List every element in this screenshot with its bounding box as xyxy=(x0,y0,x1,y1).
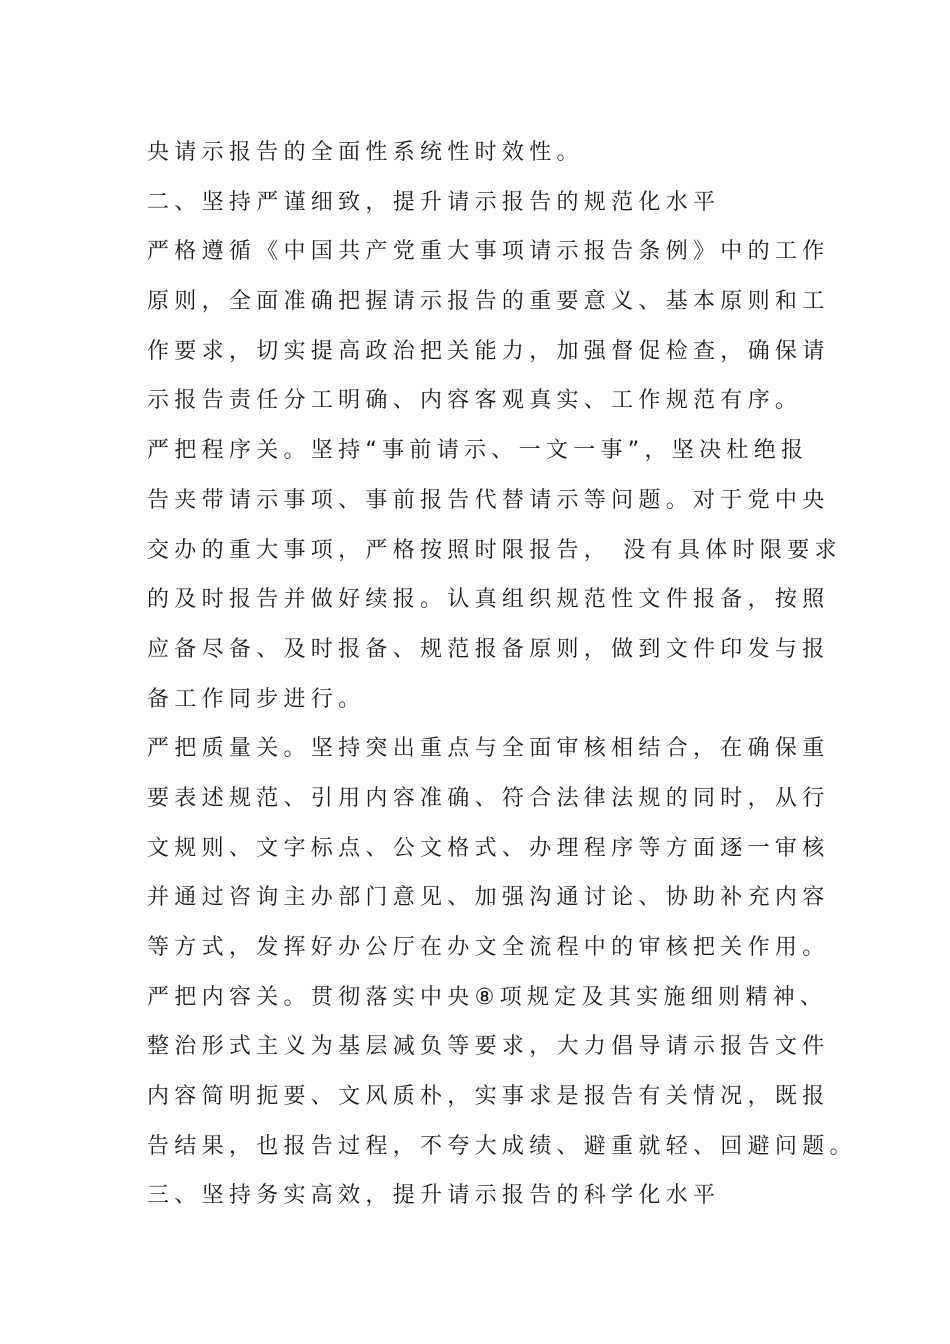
section-heading-3: 三、坚持务实高效，提升请示报告的科学化水平 xyxy=(147,1183,721,1209)
paragraph-line: 严把内容关。贯彻落实中央⑧项规定及其实施细则精神、 xyxy=(147,984,828,1010)
paragraph-line: 文规则、文字标点、公文格式、办理程序等方面逐一审核 xyxy=(147,835,830,861)
paragraph-line: 应备尽备、及时报备、规范报备原则，做到文件印发与报 xyxy=(147,636,830,662)
section-heading-2: 二、坚持严谨细致，提升请示报告的规范化水平 xyxy=(147,189,721,215)
paragraph-line: 并通过咨询主办部门意见、加强沟通讨论、协助补充内容 xyxy=(147,885,830,911)
paragraph-line: 原则，全面准确把握请示报告的重要意义、基本原则和工 xyxy=(147,289,830,315)
paragraph-line: 严格遵循《中国共产党重大事项请示报告条例》中的工作 xyxy=(147,239,830,265)
paragraph-line: 告结果，也报告过程，不夸大成绩、避重就轻、回避问题。 xyxy=(147,1133,857,1159)
paragraph-line: 等方式，发挥好办公厅在办文全流程中的审核把关作用。 xyxy=(147,935,830,960)
document-body xyxy=(147,139,857,1232)
paragraph-continuation: 央请示报告的全面性系统性时效性。 xyxy=(147,140,584,165)
paragraph-line: 内容简明扼要、文风质朴，实事求是报告有关情况，既报 xyxy=(147,1084,830,1110)
paragraph-line: 整治形式主义为基层减负等要求，大力倡导请示报告文件 xyxy=(147,1034,830,1060)
paragraph-line: 交办的重大事项，严格按照时限报告， 没有具体时限要求 xyxy=(147,537,842,563)
paragraph-line: 示报告责任分工明确、内容客观真实、工作规范有序。 xyxy=(147,388,803,414)
paragraph-line: 告夹带请示事项、事前报告代替请示等问题。对于党中央 xyxy=(147,487,830,513)
paragraph-line: 严把质量关。坚持突出重点与全面审核相结合，在确保重 xyxy=(147,736,830,762)
paragraph-line: 严把程序关。坚持“事前请示、一文一事”，坚决杜绝报 xyxy=(147,438,809,464)
paragraph-line: 作要求，切实提高政治把关能力，加强督促检查，确保请 xyxy=(147,338,830,364)
paragraph-line: 的及时报告并做好续报。认真组织规范性文件报备，按照 xyxy=(147,587,830,613)
paragraph-line: 备工作同步进行。 xyxy=(147,686,366,712)
paragraph-line: 要表述规范、引用内容准确、符合法律法规的同时，从行 xyxy=(147,785,830,811)
